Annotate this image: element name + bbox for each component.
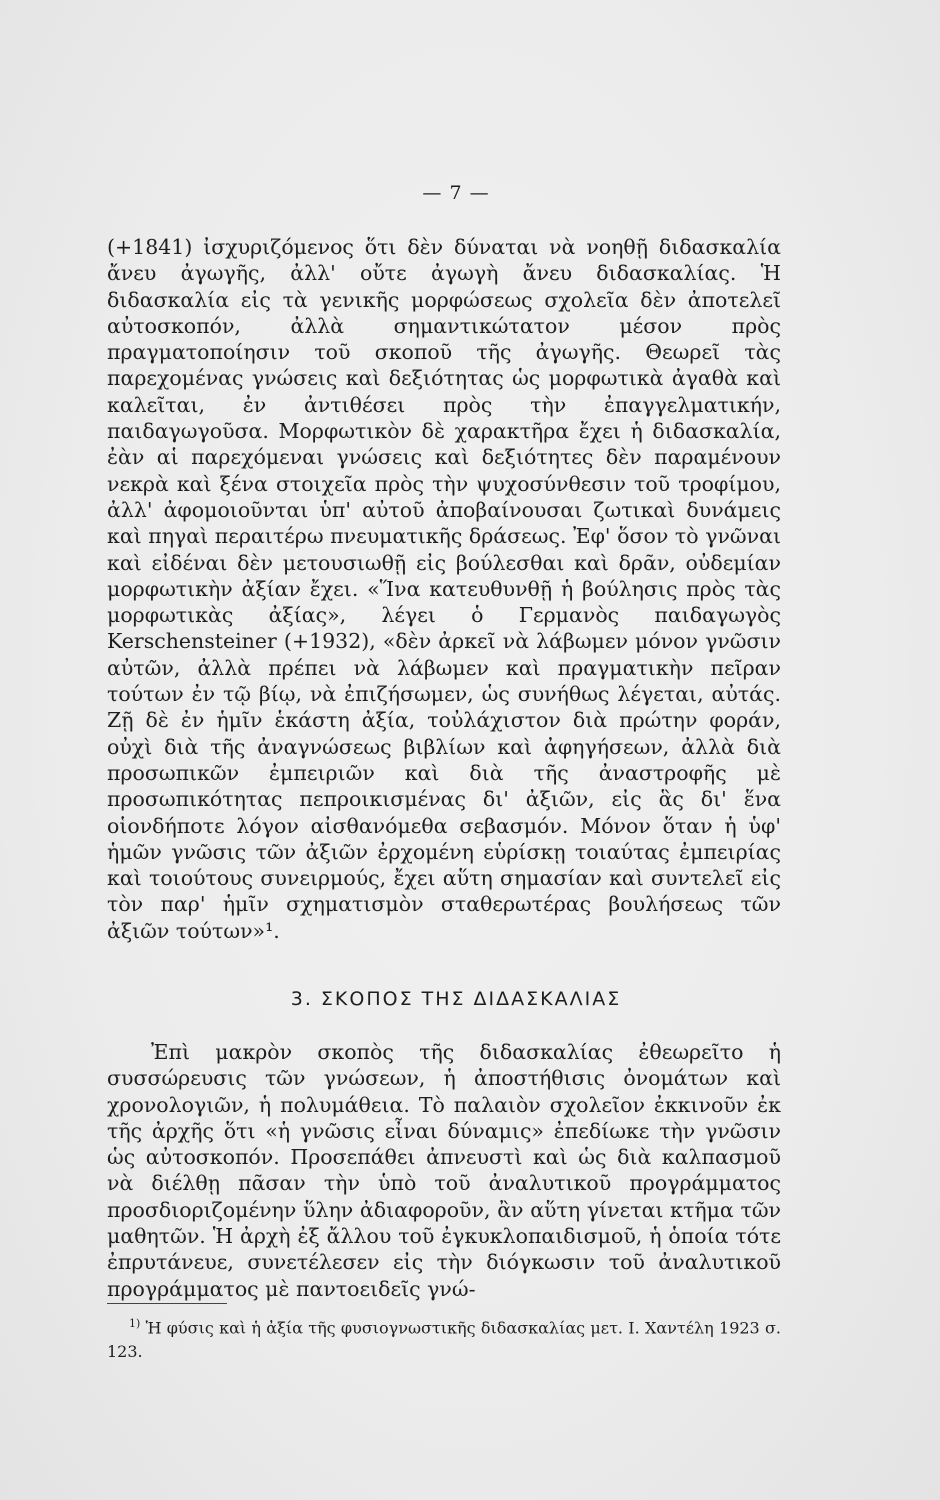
- footnote-marker: 1): [129, 1317, 141, 1330]
- paragraph-text: (+1841) ἰσχυριζόμενος ὅτι δὲν δύναται νὰ νοηθῇ διδασκαλία ἄνευ ἀγωγῆς, ἀλλ' οὔτε ἀγωγὴ ἄνευ διδασκαλίας. Ἡ διδασκαλία εἰς τὰ γενικῆς μορφώσεως σχολεῖα δὲν ἀποτελεῖ αὐτοσκοπόν, ἀλλὰ σημαντικώτατον μέσον πρὸς πραγματοποίησιν τοῦ σκοποῦ τῆς ἀγωγῆς. Θεωρεῖ τὰς παρεχομένας γνώσεις καὶ δεξιότητας ὡς μορφωτικὰ ἀγαθὰ καὶ καλεῖται, ἐν ἀντιθέσει πρὸς τὴν ἐπαγγελματικήν, παιδαγωγοῦσα. Μορφωτικὸν δὲ χαρακτῆρα ἔχει ἡ διδασκαλία, ἐὰν αἱ παρεχόμεναι γνώσεις καὶ δεξιότητες δὲν παραμένουν νεκρὰ καὶ ξένα στοιχεῖα πρὸς τὴν ψυχοσύνθεσιν τοῦ τροφίμου, ἀλλ' ἀφομοιοῦνται ὑπ' αὐτοῦ ἀποβαίνουσαι ζωτικαὶ δυνάμεις καὶ πηγαὶ περαιτέρω πνευματικῆς δράσεως. Ἐφ' ὅσον τὸ γνῶναι καὶ εἰδέναι δὲν μετουσιωθῇ εἰς βούλεσθαι καὶ δρᾶν, οὐδεμίαν μορφωτικὴν ἀξίαν ἔχει. «Ἵνα κατευθυνθῇ ἡ βούλησις πρὸς τὰς μορφωτικὰς ἀξίας», λέγει ὁ Γερμανὸς παιδαγωγὸς Kerschensteiner (+1932), «δὲν ἀρκεῖ νὰ λάβωμεν μόνον γνῶσιν αὐτῶν, ἀλλὰ πρέπει νὰ λάβωμεν καὶ πραγματικὴν πεῖραν τούτων ἐν τῷ βίῳ, νὰ ἐπιζήσωμεν, ὡς συνήθως λέγεται, αὐτάς. Ζῇ δὲ ἐν ἡμῖν ἑκάστη ἀξία, τοὐλάχιστον διὰ πρώτην φοράν, οὐχὶ διὰ τῆς ἀναγνώσεως βιβλίων καὶ ἀφηγήσεων, ἀλλὰ διὰ προσωπικῶν ἐμπειριῶν καὶ διὰ τῆς ἀναστροφῆς μὲ προσωπικότητας πεπροικισμένας δι' ἀξιῶν, εἰς ἃς δι' ἕνα οἱονδήποτε λόγον αἰσθανόμεθα σεβασμόν. Μόνον ὅταν ἡ ὑφ' ἡμῶν γνῶσις τῶν ἀξιῶν ἐρχομένη εὑρίσκῃ τοιαύτας ἐμπειρίας καὶ τοιούτους συνειρμούς, ἔχει αὕτη σημασίαν καὶ συντελεῖ εἰς τὸν παρ' ἡμῖν σχηματισμὸν σταθερωτέρας βουλήσεως τῶν ἀξιῶν τούτων»¹.: [107, 235, 781, 943]
- footnote-text: Ἡ φύσις καὶ ἡ ἀξία τῆς φυσιογνωστικῆς διδασκαλίας μετ. Ι. Χαντέλη 1923 σ. 123.: [107, 1318, 782, 1362]
- footnote-divider: [107, 1303, 227, 1304]
- page-number: — 7 —: [422, 182, 490, 204]
- paragraph-text: Ἐπὶ μακρὸν σκοπὸς τῆς διδασκαλίας ἐθεωρεῖτο ἡ συσσώρευσις τῶν γνώσεων, ἡ ἀποστήθισις ὀνομάτων καὶ χρονολογιῶν, ἡ πολυμάθεια. Τὸ παλαιὸν σχολεῖον ἐκκινοῦν ἐκ τῆς ἀρχῆς ὅτι «ἡ γνῶσις εἶναι δύναμις» ἐπεδίωκε τὴν γνῶσιν ὡς αὐτοσκοπόν. Προσεπάθει ἀπνευστὶ καὶ ὡς διὰ καλπασμοῦ νὰ διέλθῃ πᾶσαν τὴν ὑπὸ τοῦ ἀναλυτικοῦ προγράμματος προσδιοριζομένην ὕλην ἀδιαφοροῦν, ἂν αὕτη γίνεται κτῆμα τῶν μαθητῶν. Ἡ ἀρχὴ ἐξ ἄλλου τοῦ ἐγκυκλοπαιδισμοῦ, ἡ ὁποία τότε ἐπρυτάνευε, συνετέλεσεν εἰς τὴν διόγκωσιν τοῦ ἀναλυτικοῦ προγράμματος μὲ παντοειδεῖς γνώ-: [107, 1040, 781, 1301]
- footnote: [107, 1312, 781, 1364]
- body-paragraph-2: [107, 1039, 781, 1302]
- body-paragraph-1: [107, 234, 781, 944]
- section-heading: 3. ΣΚΟΠΟΣ ΤΗΣ ΔΙΔΑΣΚΑΛΙΑΣ: [290, 987, 622, 1010]
